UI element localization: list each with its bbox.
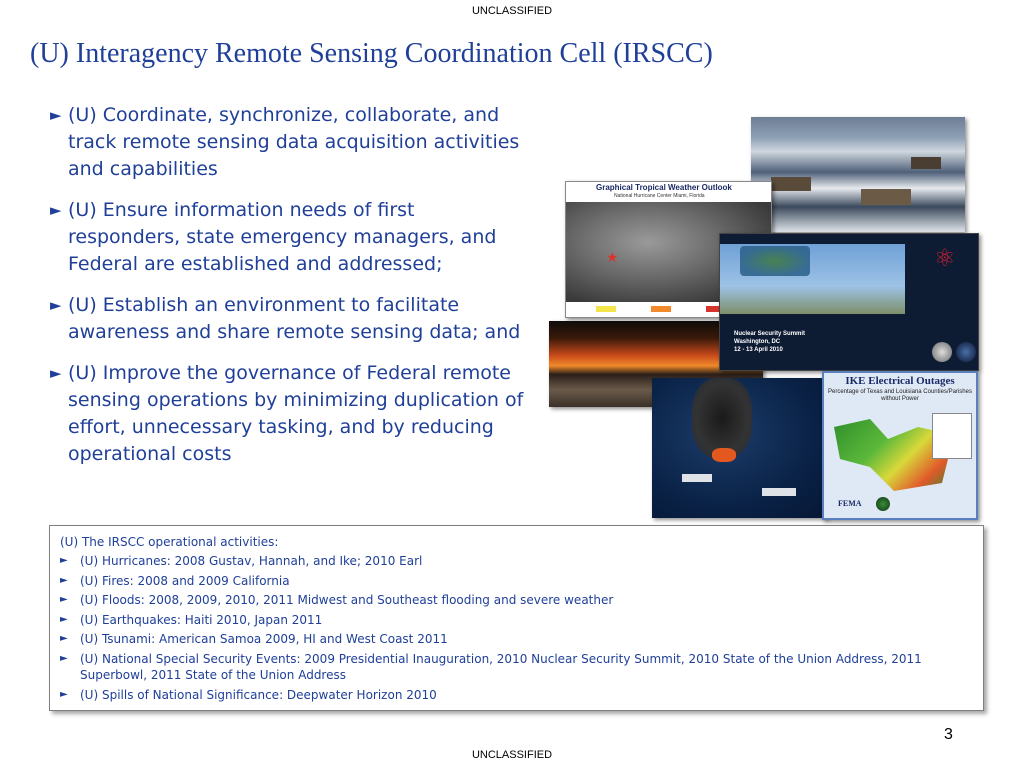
agency-seal-icon (876, 497, 890, 511)
bullet-text: (U) Improve the governance of Federal remote sensing operations by minimizing duplication of effort, unnecessary tasking, and by reducing operational costs (68, 362, 524, 465)
weather-title: Graphical Tropical Weather Outlook (596, 183, 732, 192)
bullet-text: (U) Coordinate, synchronize, collaborate, and track remote sensing data acquisition activities and capabilities (68, 104, 520, 180)
house-roof (861, 189, 911, 205)
summit-title-line: Washington, DC (734, 339, 781, 345)
bullet-list (50, 102, 530, 482)
rig-fire (712, 448, 736, 462)
smoke-plume (692, 378, 752, 458)
classification-top: UNCLASSIFIED (471, 5, 553, 17)
summit-title (734, 330, 805, 354)
bullet-item (50, 292, 530, 346)
triangle-right-icon: ► (60, 594, 68, 606)
activity-item (60, 592, 973, 608)
triangle-right-icon: ► (50, 201, 62, 219)
outage-legend (932, 413, 972, 459)
oil-spill-photo (652, 378, 828, 518)
legend-swatch-low (596, 306, 616, 312)
fema-logo: FEMA (838, 499, 862, 508)
activity-item (60, 631, 973, 647)
activities-box (49, 525, 984, 711)
activities-list (60, 553, 973, 703)
activity-text: (U) Floods: 2008, 2009, 2010, 2011 Midwest and Southeast flooding and severe weather (80, 593, 614, 608)
triangle-right-icon: ► (60, 633, 68, 645)
summit-title-line: Nuclear Security Summit (734, 331, 806, 337)
weather-header (566, 182, 771, 202)
bullet-text: (U) Ensure information needs of first responders, state emergency managers, and Federal are established and addressed; (68, 199, 497, 275)
triangle-right-icon: ► (60, 555, 68, 566)
triangle-right-icon: ► (50, 364, 62, 382)
bullet-text: (U) Establish an environment to facilitate awareness and share remote sensing data; and (68, 294, 521, 343)
activity-text: (U) Hurricanes: 2008 Gustav, Hannah, and Ike; 2010 Earl (80, 554, 423, 568)
bullet-item (50, 197, 530, 278)
triangle-right-icon: ► (50, 106, 62, 124)
dhs-seal-icon (932, 342, 952, 362)
activity-text: (U) Earthquakes: Haiti 2010, Japan 2011 (80, 612, 323, 627)
house-roof (771, 177, 811, 191)
ike-title: IKE Electrical Outages (845, 375, 955, 387)
weather-subtitle: National Hurricane Center Miami, Florida (614, 193, 705, 199)
ship-icon (762, 488, 796, 496)
atom-icon: ⚛ (934, 244, 956, 272)
activity-item (60, 573, 973, 589)
page-number: 3 (944, 726, 953, 743)
activity-item (60, 651, 973, 683)
activities-heading: (U) The IRSCC operational activities: (60, 535, 279, 549)
flood-photo (751, 117, 965, 232)
activity-item (60, 553, 973, 569)
ike-outage-map (822, 371, 978, 520)
triangle-right-icon: ► (60, 574, 68, 586)
activity-item (60, 612, 973, 628)
world-map-icon (740, 246, 810, 276)
activity-text: (U) National Special Security Events: 2009 Presidential Inauguration, 2010 Nuclear Security Summit, 2010 State of the Union Address, 2011 Superbowl, 2011 State of the Union Address (80, 651, 922, 682)
bullet-item (50, 102, 530, 183)
activity-item (60, 687, 973, 703)
legend-swatch-medium (651, 306, 671, 312)
nuclear-summit-slide (719, 233, 979, 371)
slide-title: (U) Interagency Remote Sensing Coordination Cell (IRSCC) (30, 38, 713, 69)
agency-seal-icon (956, 342, 976, 362)
house-roof (911, 157, 941, 169)
activity-text: (U) Fires: 2008 and 2009 California (80, 573, 290, 588)
hurricane-icon: ★ (606, 250, 619, 266)
activity-text: (U) Tsunami: American Samoa 2009, HI and West Coast 2011 (80, 632, 448, 647)
triangle-right-icon: ► (60, 688, 68, 700)
ship-icon (682, 474, 712, 482)
triangle-right-icon: ► (60, 613, 68, 625)
triangle-right-icon: ► (60, 652, 68, 664)
bullet-item (50, 360, 530, 468)
triangle-right-icon: ► (50, 296, 62, 314)
activity-text: (U) Spills of National Significance: Deepwater Horizon 2010 (80, 687, 437, 702)
ike-subtitle: Percentage of Texas and Louisiana Counties/Parishes without Power (828, 389, 972, 402)
summit-title-line: 12 - 13 April 2010 (734, 347, 783, 353)
classification-bottom: UNCLASSIFIED (471, 749, 553, 761)
